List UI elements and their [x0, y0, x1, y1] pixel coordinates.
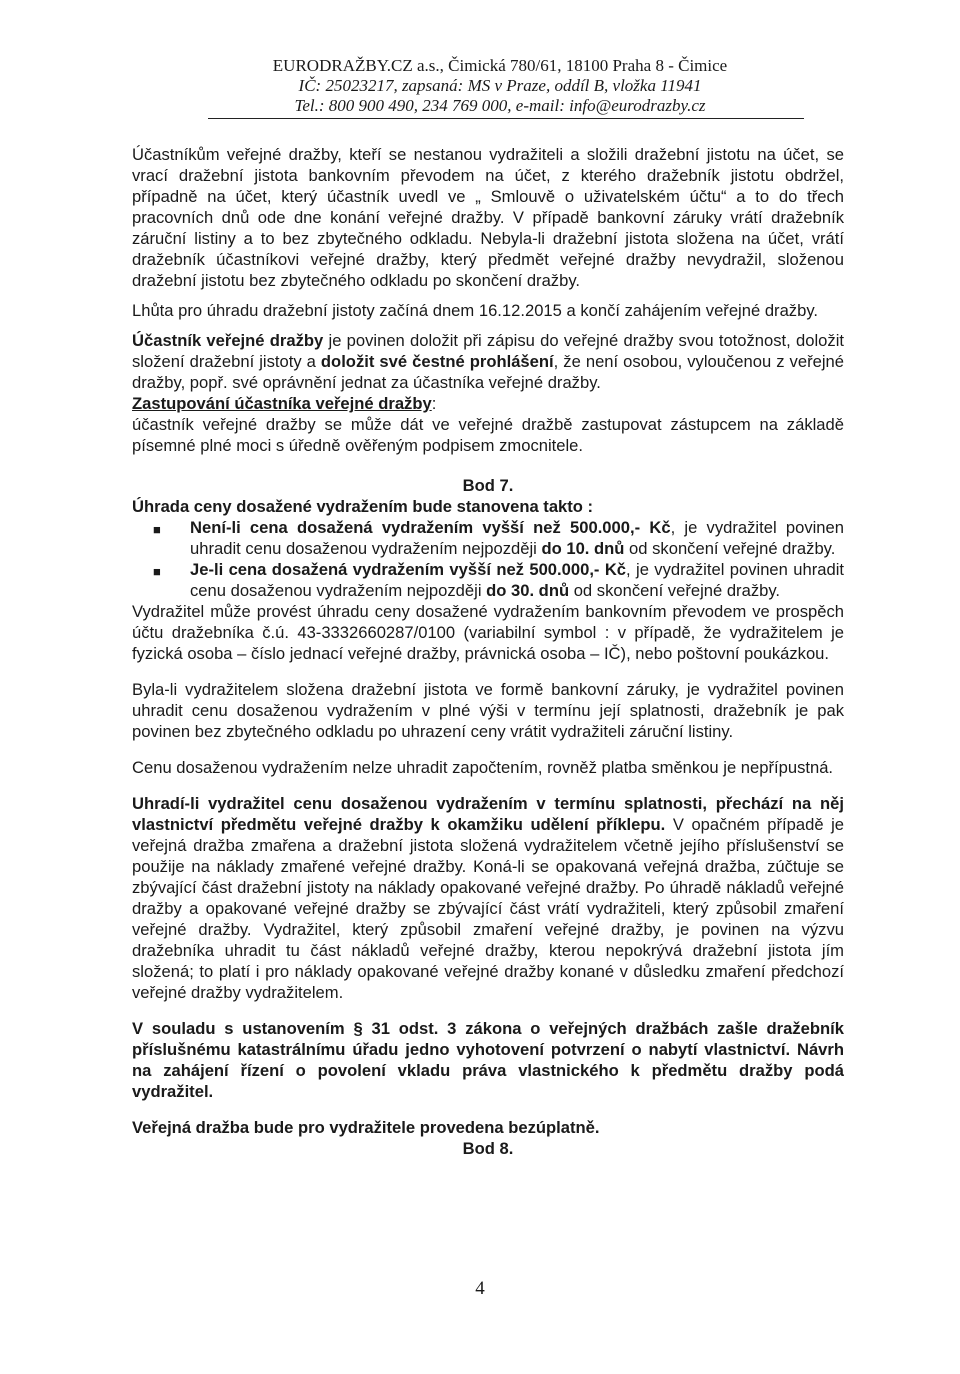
letterhead-contact: Tel.: 800 900 490, 234 769 000, e-mail: info@eurodrazby.cz [294, 96, 706, 115]
participant-bold: Účastník veřejné dražby [132, 331, 324, 350]
ownership-text: V opačném případě je veřejná dražba zmařena a dražební jistota složená vydražitelem včetně jejího příslušenství se použije na náklady zmařené veřejné dražby. Koná-li se opakovaná veřejná dražba, zúčtuje se zbývající část dražební jistoty na náklady opakované veřejné dražby. Po úhradě nákladů veřejné dražby a opakované veřejné dražby se zbývající část vrátí vydražiteli, který způsobil zmaření veřejné dražby. Vydražitel, který způsobil zmaření veřejné dražby, je povinen na výzvu dražebníka uhradit tu část nákladů veřejné dražby, kterou nepokrývá dražební jistota jím složená; to platí i pro náklady opakované veřejné dražby konané v důsledku zmaření předchozí veřejné dražby vydražitelem. [132, 815, 845, 1002]
participant-text-2: , že není osobou, vyloučenou z veřejné dražby, popř. své oprávnění jednat za účastníka veřejné dražby. [132, 352, 844, 392]
representation-text: účastník veřejné dražby se může dát ve veřejné dražbě zastupovat zástupcem na základě písemné plné moci s úředně ověřeným podpisem zmocnitele. [132, 415, 844, 455]
paragraph-bank-guarantee: Byla-li vydražitelem složena dražební jistota ve formě bankovní záruky, je vydražitel povinen uhradit cenu dosaženou vydražením v plné výši v termínu její splatnosti, dražebník je pak povinen bez zbytečného odkladu po uhrazení ceny vrátit vydražiteli záruční listiny. [132, 680, 844, 741]
paragraph-cadastral: V souladu s ustanovením § 31 odst. 3 zákona o veřejných dražbách zašle dražebník příslušnému katastrálnímu úřadu jedno vyhotovení potvrzení o nabytí vlastnictví. Návrh na zahájení řízení o povolení vkladu práva vlastnického k předmětu dražby podá vydražitel. [132, 1019, 844, 1101]
paragraph-bank-transfer: Vydražitel může provést úhradu ceny dosažené vydražením bankovním převodem ve prospěch účtu dražebníka č.ú. 43-3332660287/0100 (variabilní symbol : v případě, že vydražitelem je fyzická osoba – číslo jednací veřejné dražby, právnická osoba – IČ), nebo poštovní poukázkou. [132, 602, 844, 663]
section-bod-7: Bod 7. [462, 476, 514, 495]
bullet-deadline: do 10. dnů [541, 539, 625, 558]
paragraph-return-deposit-text: Účastníkům veřejné dražby, kteří se nestanou vydražiteli a složili dražební jistotu na účet, se vrací dražební jistota bankovním převodem na účet, z kterého dražebník jistotu obdržel, případně na účet, který účastník uvedl ve „ Smlouvě o uživatelském účtu“ a to do třech pracovních dnů ode dne konání veřejné dražby. V případě bankovní záruky vrátí dražebník záruční listiny a to bez zbytečného odkladu. Nebyla-li dražební jistota složena na účet, vrátí dražebník účastníkovi veřejné dražby, který předmět veřejné dražby nevydražil, složenou dražební jistotu bez zbytečného odkladu po skončení dražby. [132, 145, 844, 290]
representation-heading: Zastupování účastníka veřejné dražby [132, 394, 432, 413]
paragraph-representation [132, 393, 844, 456]
bullet-bold: Je-li cena dosažená vydražením vyšší než 500.000,- Kč [190, 560, 627, 579]
bullet-item [132, 559, 844, 601]
payment-bullets [132, 517, 844, 601]
bullet-deadline: do 30. dnů [486, 581, 570, 600]
bullet-item [132, 517, 844, 559]
square-bullet-icon: ■ [153, 522, 161, 537]
declaration-bold: doložit své čestné prohlášení [320, 352, 554, 371]
paragraph-deposit-deadline: Lhůta pro úhradu dražební jistoty začíná dnem 16.12.2015 a končí zahájením veřejné dražby. [132, 301, 818, 320]
document-body [132, 144, 844, 1159]
bullet-text: , je vydražitel povinen uhradit cenu dosaženou vydražením nejpozději [190, 518, 844, 558]
page-number: 4 [475, 1278, 485, 1299]
paragraph-free-of-charge: Veřejná dražba bude pro vydražitele provedena bezúplatně. [132, 1118, 600, 1137]
participant-text-1: je povinen doložit při zápisu do veřejné dražby svou totožnost, doložit složení dražební jistoty a [132, 331, 844, 371]
paragraph-ownership-transfer [132, 793, 844, 1003]
payment-heading: Úhrada ceny dosažené vydražením bude stanovena takto : [132, 497, 594, 516]
square-bullet-icon: ■ [153, 564, 161, 579]
letterhead-company: EURODRAŽBY.CZ a.s., Čimická 780/61, 18100 Praha 8 - Čimice [272, 56, 728, 75]
letterhead-rule [208, 118, 804, 119]
ownership-bold: Uhradí-li vydražitel cenu dosaženou vydražením v termínu splatnosti, přechází na něj vlastnictví předmětu veřejné dražby k okamžiku udělení příklepu. [132, 794, 844, 834]
letterhead [190, 56, 810, 116]
letterhead-registration: IČ: 25023217, zapsaná: MS v Praze, oddíl B, vložka 11941 [298, 76, 702, 95]
paragraph-participant-duties [132, 330, 844, 393]
bullet-text-end: od skončení veřejné dražby. [569, 581, 781, 600]
paragraph-return-deposit [132, 144, 844, 291]
bullet-bold: Není-li cena dosažená vydražením vyšší než 500.000,- Kč [190, 518, 671, 537]
section-bod-8: Bod 8. [462, 1139, 514, 1158]
representation-colon: : [431, 394, 437, 413]
bullet-text: , je vydražitel povinen uhradit cenu dosaženou vydražením nejpozději [190, 560, 844, 600]
bullet-text-end: od skončení veřejné dražby. [624, 539, 836, 558]
paragraph-offset: Cenu dosaženou vydražením nelze uhradit započtením, rovněž platba směnkou je nepřípustná. [132, 758, 834, 777]
